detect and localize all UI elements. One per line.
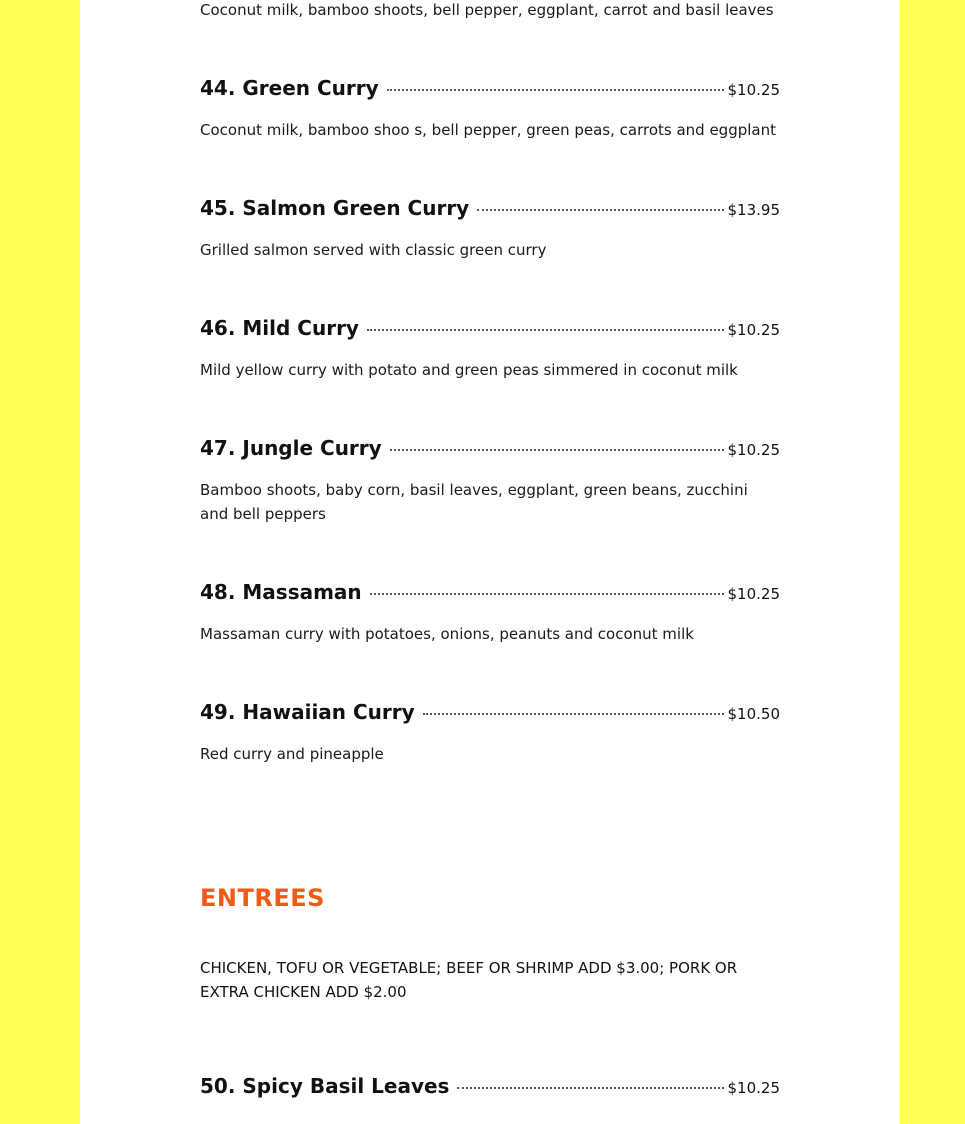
item-48-description: Massaman curry with potatoes, onions, peanuts and coconut milk [200, 625, 694, 643]
item-46-description: Mild yellow curry with potato and green peas simmered in coconut milk [200, 361, 738, 379]
menu-item-48 [200, 580, 780, 608]
item-name: 49. Hawaiian Curry [200, 700, 415, 724]
item-price: $10.25 [727, 321, 780, 339]
menu-item-46 [200, 316, 780, 344]
dotted-leader [390, 449, 724, 451]
item-name: 47. Jungle Curry [200, 436, 382, 460]
item-name: 50. Spicy Basil Leaves [200, 1074, 450, 1098]
menu-item-44 [200, 76, 780, 104]
section-title-entrees: ENTREES [200, 884, 325, 912]
item-price: $10.25 [727, 585, 780, 603]
item-47-description: Bamboo shoots, baby corn, basil leaves, eggplant, green beans, zucchini and bell peppers [200, 481, 748, 523]
menu-item-49 [200, 700, 780, 728]
item-price: $13.95 [727, 201, 780, 219]
menu-item-45 [200, 196, 780, 224]
item-44-description: Coconut milk, bamboo shoo s, bell pepper, green peas, carrots and eggplant [200, 121, 776, 139]
item-price: $10.25 [727, 81, 780, 99]
item-49-description: Red curry and pineapple [200, 745, 384, 763]
item-price: $10.50 [727, 705, 780, 723]
dotted-leader [367, 329, 724, 331]
item-43-description: Coconut milk, bamboo shoots, bell pepper, eggplant, carrot and basil leaves [200, 1, 774, 19]
item-name: 45. Salmon Green Curry [200, 196, 470, 220]
menu-page [80, 0, 900, 1124]
dotted-leader [370, 593, 724, 595]
item-name: 46. Mild Curry [200, 316, 359, 340]
menu-item-50 [200, 1074, 780, 1102]
item-price: $10.25 [727, 1079, 780, 1097]
item-price: $10.25 [727, 441, 780, 459]
dotted-leader [457, 1087, 723, 1089]
item-45-description: Grilled salmon served with classic green curry [200, 241, 547, 259]
dotted-leader [387, 89, 724, 91]
item-name: 44. Green Curry [200, 76, 379, 100]
dotted-leader [423, 713, 724, 715]
entrees-protein-note: CHICKEN, TOFU OR VEGETABLE; BEEF OR SHRIMP ADD $3.00; PORK OR EXTRA CHICKEN ADD $2.00 [200, 959, 738, 1001]
dotted-leader [477, 209, 723, 211]
menu-item-47 [200, 436, 780, 464]
item-name: 48. Massaman [200, 580, 362, 604]
